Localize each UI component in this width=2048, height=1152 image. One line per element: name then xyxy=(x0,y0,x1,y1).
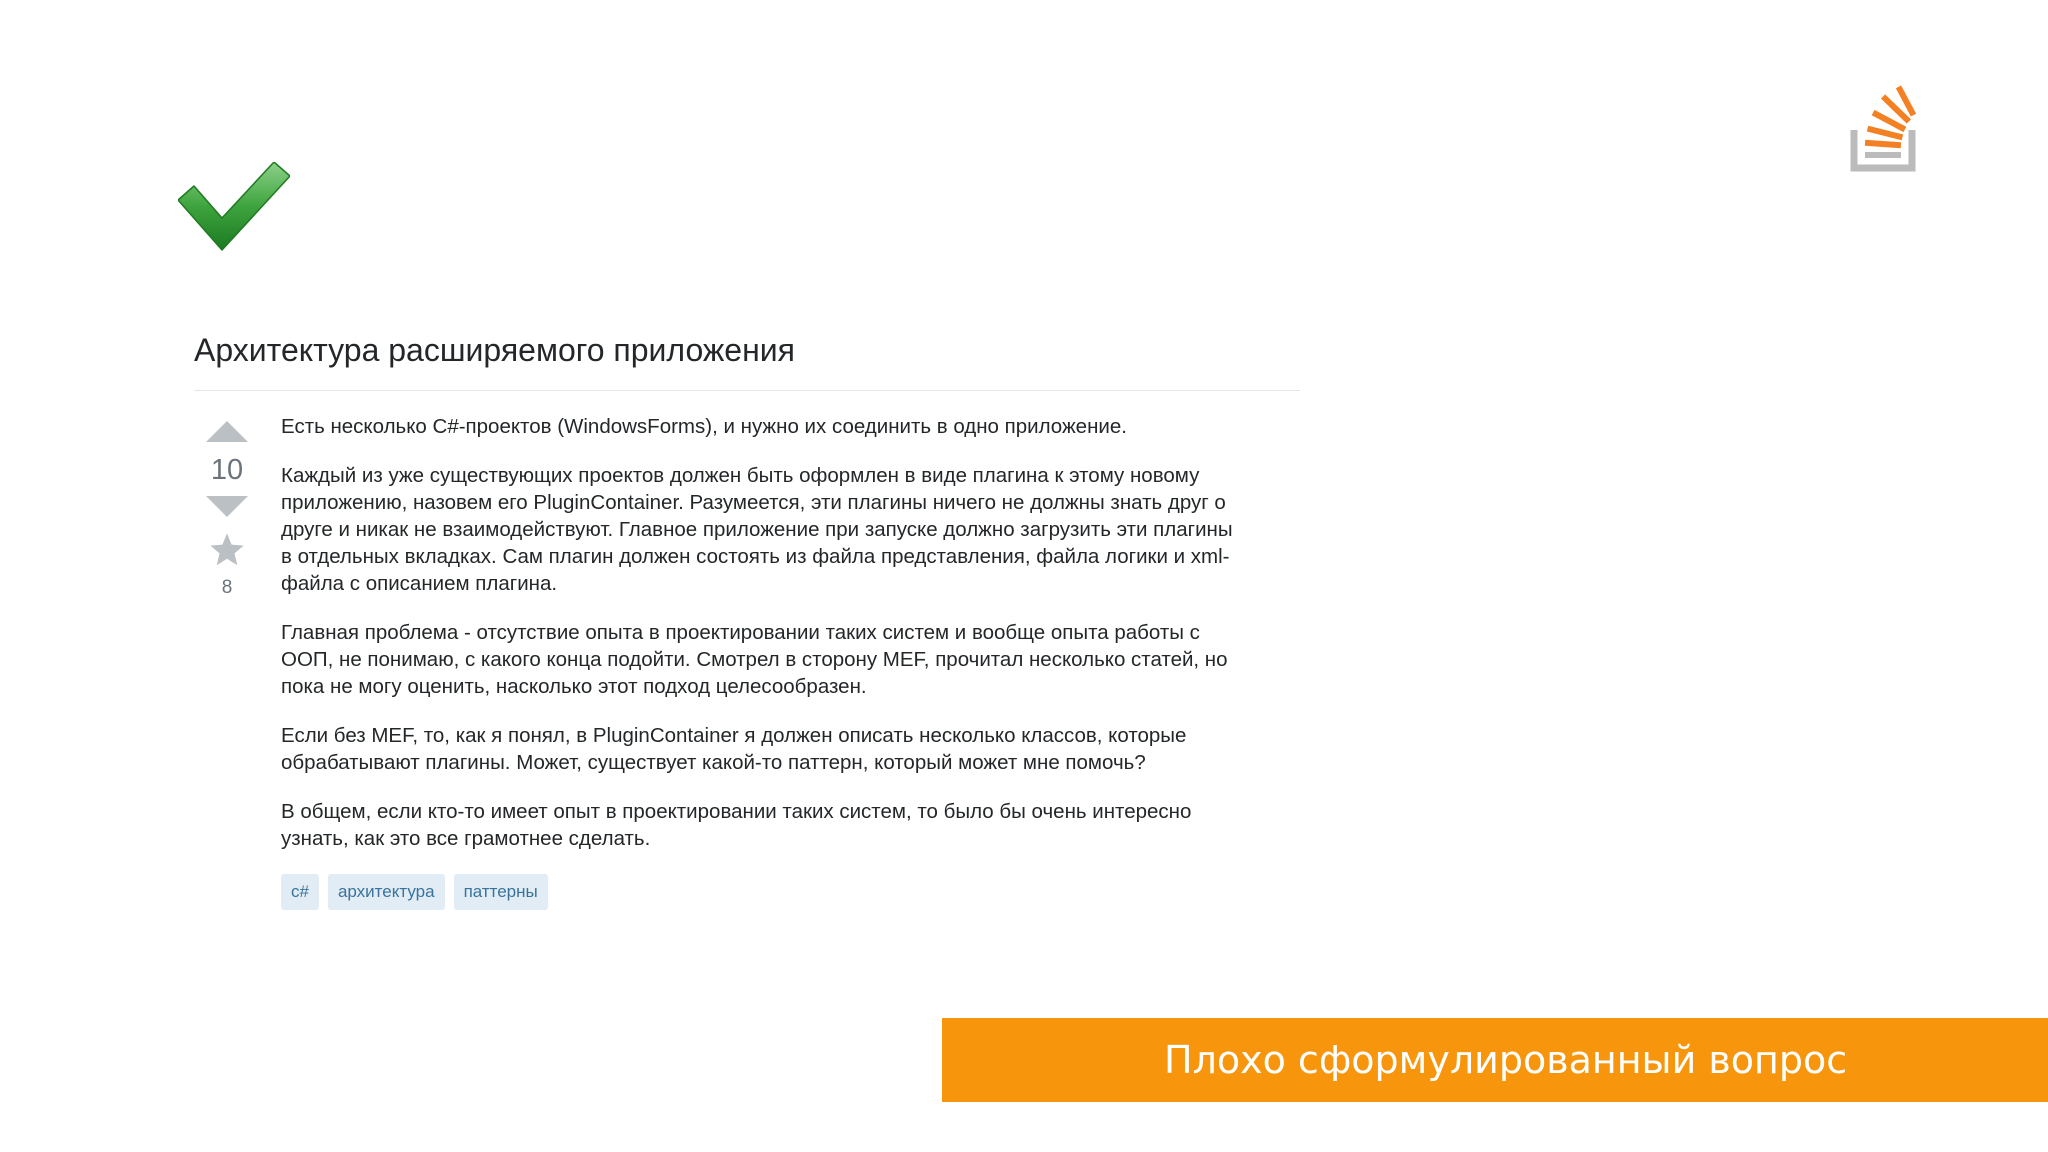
downvote-arrow-icon[interactable] xyxy=(206,496,248,517)
question-title[interactable]: Архитектура расширяемого приложения xyxy=(194,330,1300,391)
post-paragraph: В общем, если кто-то имеет опыт в проектировании таких систем, то было бы очень интересно узнать, как это все грамотнее сделать. xyxy=(281,800,1192,850)
tag-csharp[interactable]: c# xyxy=(281,874,319,910)
vote-cell xyxy=(194,413,260,599)
tag-list xyxy=(281,874,1241,910)
post-paragraph: Каждый из уже существующих проектов должен быть оформлен в виде плагина к этому новому приложению, назовем его PluginContainer. Разумеется, эти плагины ничего не должны знать друг о друге и никак не взаимодействуют. Главное приложение при запуске должно загрузить эти плагины в отдельных вкладках. Сам плагин должен состоять из файла представления, файла логики и xml-файла с описанием плагина. xyxy=(281,464,1233,595)
question xyxy=(194,330,1300,910)
question-post xyxy=(194,413,1300,910)
stackoverflow-logo-icon xyxy=(1850,84,1920,174)
tag-patterns[interactable]: паттерны xyxy=(454,874,548,910)
caption-text: Плохо сформулированный вопрос xyxy=(1164,1038,1848,1082)
check-icon xyxy=(178,162,290,254)
upvote-arrow-icon[interactable] xyxy=(206,421,248,442)
caption-banner xyxy=(942,1018,2048,1102)
post-paragraph: Есть несколько C#-проектов (WindowsForms), и нужно их соединить в одно приложение. xyxy=(281,415,1127,438)
post-body xyxy=(281,413,1241,910)
post-paragraph: Главная проблема - отсутствие опыта в проектировании таких систем и вообще опыта работы с ООП, не понимаю, с какого конца подойти. Смотрел в сторону MEF, прочитал несколько статей, но пока не могу оценить, насколько этот подход целесообразен. xyxy=(281,621,1228,698)
vote-count: 10 xyxy=(210,454,244,486)
star-icon[interactable] xyxy=(208,531,246,569)
tag-architecture[interactable]: архитектура xyxy=(328,874,445,910)
post-paragraph: Если без MEF, то, как я понял, в PluginContainer я должен описать несколько классов, которые обрабатывают плагины. Может, существует какой-то паттерн, который может мне помочь? xyxy=(281,724,1187,774)
favorite-count: 8 xyxy=(221,577,233,598)
